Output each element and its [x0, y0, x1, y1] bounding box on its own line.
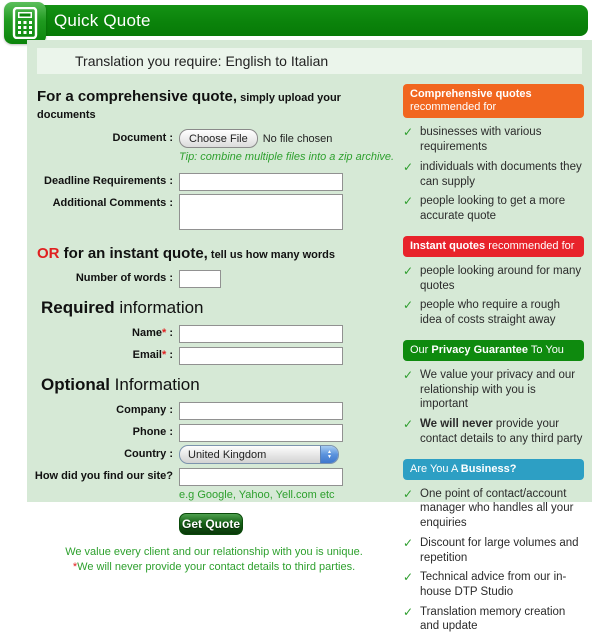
email-label: Email* : — [132, 349, 173, 361]
checkmark-icon: ✓ — [403, 298, 414, 313]
choose-file-button[interactable]: Choose File — [179, 129, 258, 148]
checkmark-icon: ✓ — [403, 535, 414, 550]
referral-hint-text: e.g Google, Yahoo, Yell.com etc — [179, 489, 335, 501]
content-panel — [27, 40, 592, 633]
required-info-heading: Required information — [41, 298, 204, 317]
list-item: ✓ One point of contact/account manager who handles all your enquiries — [403, 486, 574, 530]
checkmark-icon: ✓ — [403, 604, 414, 619]
page-title: Quick Quote — [54, 10, 151, 30]
checkmark-icon: ✓ — [403, 159, 414, 174]
list-item: ✓ individuals with documents they can supply — [403, 159, 582, 188]
translation-requirement-banner — [37, 48, 582, 74]
list-item: ✓ We will never provide your contact details to any third party — [403, 417, 583, 445]
referral-label: How did you find our site? — [34, 470, 173, 482]
country-label: Country : — [124, 448, 173, 460]
footnote-asterisk: * — [72, 560, 78, 573]
country-selected-value: United Kingdom — [188, 448, 267, 461]
checkmark-icon: ✓ — [403, 570, 414, 585]
select-stepper-icon: ▲ ▼ — [320, 446, 338, 463]
country-select[interactable] — [179, 445, 339, 464]
list-item: ✓ Technical advice from our in-house DTP Studio — [403, 570, 567, 599]
name-input[interactable] — [179, 325, 343, 343]
calculator-glyph — [10, 7, 40, 39]
required-asterisk: * — [161, 349, 167, 361]
document-label: Document : — [112, 132, 173, 144]
word-count-label: Number of words : — [75, 272, 173, 284]
translation-requirement-text: Translation you require: English to Italian — [75, 53, 329, 69]
checkmark-icon: ✓ — [403, 263, 414, 278]
comments-label: Additional Comments : — [52, 197, 173, 209]
comprehensive-quote-heading: For a comprehensive quote, simply upload your documents — [37, 88, 341, 121]
business-header: Are You A Business? — [403, 459, 584, 480]
checkmark-icon: ✓ — [403, 486, 414, 501]
comments-textarea[interactable] — [179, 194, 343, 230]
company-label: Company : — [116, 404, 173, 416]
checkmark-icon: ✓ — [403, 367, 414, 382]
optional-info-heading: Optional Information — [41, 375, 200, 394]
header-bar — [30, 5, 588, 36]
phone-input[interactable] — [179, 424, 343, 442]
file-status-text: No file chosen — [262, 132, 333, 145]
get-quote-button[interactable]: Get Quote — [179, 513, 243, 535]
comprehensive-quotes-header: Comprehensive quotes recommended for — [403, 84, 584, 118]
list-item: ✓ people looking to get a more accurate quote — [403, 194, 566, 222]
checkmark-icon: ✓ — [403, 417, 414, 432]
list-item: ✓ people looking around for many quotes — [403, 263, 582, 292]
referral-input[interactable] — [179, 468, 343, 486]
checkmark-icon: ✓ — [403, 125, 414, 140]
list-item: ✓ businesses with various requirements — [403, 125, 542, 154]
phone-label: Phone : — [132, 426, 173, 438]
list-item: ✓ We value your privacy and our relationship with you is important — [403, 367, 576, 411]
list-item: ✓ Discount for large volumes and repetition — [403, 535, 579, 564]
form-footer-note: We value every client and our relationship with you is unique. *We will never provide your contact details to third parties. — [65, 546, 363, 573]
company-input[interactable] — [179, 402, 343, 420]
email-input[interactable] — [179, 347, 343, 365]
quote-form — [31, 78, 397, 639]
deadline-input[interactable] — [179, 173, 343, 191]
zip-tip-text: Tip: combine multiple files into a zip archive. — [179, 151, 395, 163]
word-count-input[interactable] — [179, 270, 221, 288]
required-asterisk: * — [161, 327, 167, 339]
instant-quote-heading: OR for an instant quote, tell us how many words — [37, 245, 335, 262]
name-label: Name* : — [132, 327, 173, 339]
privacy-guarantee-header: Our Privacy Guarantee To You — [403, 340, 584, 361]
checkmark-icon: ✓ — [403, 194, 414, 209]
calculator-icon — [4, 2, 46, 44]
list-item: ✓ Translation memory creation and update — [403, 604, 566, 633]
instant-quotes-header: Instant quotes recommended for — [403, 236, 584, 257]
info-sidebar — [397, 78, 588, 639]
list-item: ✓ people who require a rough idea of costs straight away — [403, 298, 561, 327]
deadline-label: Deadline Requirements : — [44, 175, 173, 187]
